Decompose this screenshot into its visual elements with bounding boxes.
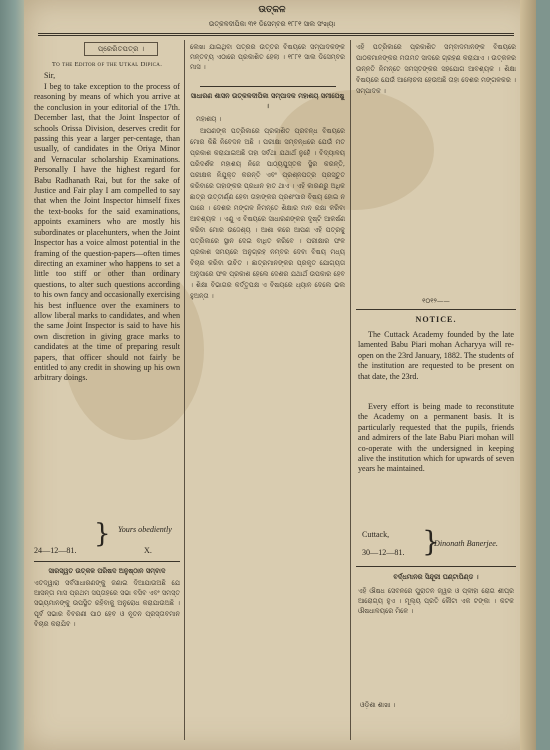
middle-body: ଆପଣଙ୍କ ପତ୍ରିକାରେ ପ୍ରକାଶିତ ପ୍ରବନ୍ଧ ବିଷୟରେ ମୋର କିଛି ନିବେଦନ ଅଛି । ପରୀକ୍ଷା ସମ୍ବନ୍ଧରେ ଯେଉଁ ମତ ପ୍ରକାଶ କରାଯାଇଅଛି ତାହା ସର୍ବଥା ଯଥାର୍ଥ ନୁହେଁ । ବିଦ୍ୟାଳୟ ପରିଦର୍ଶକ ମହାଶୟ ନିଜେ ପାଠ୍ୟପୁସ୍ତକ ସ୍ଥିର କରନ୍ତି, ପରୀକ୍ଷକ ନିଯୁକ୍ତ କରନ୍ତି ଏବଂ ପ୍ରଶ୍ନପତ୍ର ପ୍ରସ୍ତୁତ କରିବାରେ ତାହାଙ୍କର ପ୍ରଧାନ ହାତ ଥାଏ । ଏହି କାରଣରୁ ଅଧିକ ଛାତ୍ର ଉତ୍ତୀର୍ଣ୍ଣ ହେବା ତାହାଙ୍କର ପ୍ରଶଂସାର ବିଷୟ ହୋଇ ନ ପାରେ । ଦେଶର ମଙ୍ଗଳ ନିମନ୍ତେ ଶିକ୍ଷାର ମାନ ରକ୍ଷା କରିବା ଆବଶ୍ୟକ । ଏଣୁ ଏ ବିଷୟରେ ସାଧାରଣଙ୍କର ଦୃଷ୍ଟି ଆକର୍ଷଣ କରିବା ମୋର ଉଦ୍ଦେଶ୍ୟ । ଆଶା କରେ ଆପଣ ଏହି ପତ୍ରକୁ ପତ୍ରିକାରେ ସ୍ଥାନ ଦେଇ ବାଧିତ କରିବେ । ପରୀକ୍ଷାର ଫଳ ପ୍ରକାଶ ସମୟରେ ଅନୁଗ୍ରହ ନମ୍ବର ଦେବା ବିଷୟ ମଧ୍ୟ ବିଚାର କରିବା ଉଚିତ । ଛାତ୍ରମାନଙ୍କର ପ୍ରକୃତ ଯୋଗ୍ୟତା ଅନୁସାରେ ଫଳ ପ୍ରକାଶ ହେଲେ ଦେଶର ଯଥାର୍ଥ ଉପକାର ହେବ । ଶିକ୍ଷା ବିଭାଗର କର୍ତ୍ତୃପକ୍ଷ ଏ ବିଷୟରେ ଧ୍ୟାନ ଦେଲେ ଭଲ ହୁଅନ୍ତା । bbox=[190, 127, 345, 300]
newspaper-page bbox=[24, 0, 536, 750]
column-divider bbox=[350, 40, 351, 740]
middle-salutation: ମହାଶୟ । bbox=[196, 115, 222, 123]
left-lower-body: ଏତଦ୍ୱାରା ସର୍ବସାଧାରଣଙ୍କୁ ଜଣାଇ ଦିଆଯାଉଅଛି ଯେ ଆସନ୍ତା ମାସ ପ୍ରଥମ ସପ୍ତାହରେ ସଭା ବସିବ ଏବଂ ସମସ୍ତ ସଭ୍ୟମାନଙ୍କୁ ଉପସ୍ଥିତ ରହିବାକୁ ଅନୁରୋଧ କରାଯାଉଅଛି । ପୂର୍ବ ସଭାର ବିବରଣୀ ପାଠ ହେବ ଓ ନୂତନ ପ୍ରସ୍ତାବମାନ ବିଚାର କରାଯିବ । bbox=[34, 579, 180, 628]
notice-heading: NOTICE. bbox=[415, 315, 457, 324]
binding-spine bbox=[0, 0, 26, 750]
notice-body-2: Every effort is being made to reconstitute the Academy on a permanent basis. It is particularly requested that the pupils, friends and admirers of the late Babu Piari mohan will co-operate with the undersigned in keeping alive the institution which for upwards of seven years he maintained. bbox=[358, 402, 514, 474]
letter-signoff: Yours obediently bbox=[118, 525, 172, 534]
left-divider bbox=[34, 561, 180, 562]
letter-salutation: Sir, bbox=[44, 71, 56, 80]
ad-body: ଏହି ଔଷଧ ସେବନରେ ପୁରାତନ ଜ୍ୱର ଓ ପ୍ଳୀହା ରୋଗ ଶୀଘ୍ର ଆରୋଗ୍ୟ ହୁଏ । ମୂଲ୍ୟ ପ୍ରତି କୌଟା ଏକ ଟଙ୍କା । କଟକ ଔଷଧାଳୟରେ ମିଳେ । bbox=[358, 587, 514, 616]
right-divider bbox=[356, 566, 516, 567]
right-divider bbox=[356, 309, 516, 310]
middle-top-text: ଲେଖା ଯାଇଥିବା ପତ୍ରର ଉତ୍ତର ବିଷୟରେ ସମ୍ପାଦକଙ୍କ ମନ୍ତବ୍ୟ ଏଠାରେ ପ୍ରକାଶିତ ହେଲା । ୧୮୮୧ ସାଲ ଡିସେମ୍ବର ମାସ । bbox=[190, 43, 345, 72]
left-section-heading: ପ୍ରେରିତପତ୍ର । bbox=[84, 42, 158, 56]
notice-signature: Dinonath Banerjee. bbox=[434, 539, 498, 548]
signoff-brace: } bbox=[94, 519, 111, 549]
date-line: ଉତ୍କଳଦୀପିକା ୩୧ ଡିସେମ୍ବର ୧୮୮୧ ସାଲ ସଂଖ୍ୟା bbox=[208, 20, 336, 28]
middle-divider bbox=[200, 86, 336, 87]
notice-brace: } bbox=[422, 525, 440, 558]
letter-to-line: To the Editor of the Utkal Dipica. bbox=[51, 61, 163, 68]
masthead-word: ଉତ୍କଳ bbox=[258, 5, 286, 15]
notice-place: Cuttack, bbox=[362, 530, 390, 539]
header-rule bbox=[38, 35, 514, 36]
left-lower-heading: ସାରସ୍ୱତ ଉତ୍କଳ ପରିଷଦ ଅନୁଷ୍ଠାନ ସମ୍ବାଦ bbox=[48, 567, 166, 575]
notice-date: 30—12—81. bbox=[362, 548, 405, 557]
ad-heading: ବର୍ଦ୍ଧମାନର ସିନ୍ଦୂରୀ ଘଣ୍ଟାପିଣ୍ଡ । bbox=[393, 573, 479, 581]
middle-heading: ସାଧାରଣ ଶାସନ ଉତ୍କଳଦୀପିକା ସମ୍ପାଦକ ମହାଶୟ ସମୀପେଷୁ । bbox=[190, 92, 345, 111]
header-rule bbox=[38, 33, 514, 34]
letter-date: 24—12—81. bbox=[34, 546, 77, 555]
right-divider-mark: ୧୦୧୨—— bbox=[422, 297, 450, 305]
column-divider bbox=[184, 40, 185, 740]
letter-body: I beg to take exception to the process of reasoning by means of which you arrive at the conclusion in your editorial of the 17th. December last, that the Joint Inspector of schools Orissa Division, deserves credit for passing this year a larger per-centage, than usually, of candidates in the Oriya Minor and Vernacular scholarship Examinations. Personally I have the highest regard for Babu Radhanath Rai, but for the sake of Justice and Fair play I am compelled to say that when the Joint Inspector himself fixes the text-books for the said examinations, appoints examiners who are mostly his subordinates or placehunters, when the Joint Inspector has a voice almost potential in the framing of the question-papers—often times directing an examiner who happens to set a little too stiff or other than ordinary questions, to alter such questions according to his own fancy and occasionally exercising his best influence over the examiners to allow liberal marks to candidates, and when the same Joint Inspector is said to have his own discretion in giving grace marks to candidates at the time of preparing result papers, that officer should not fairly be entitled to any credit in showing up his own arbitrary doings. bbox=[34, 82, 180, 383]
right-top-text: ଏହି ପତ୍ରିକାରେ ପ୍ରକାଶିତ ସମ୍ବାଦମାନଙ୍କ ବିଷୟରେ ପାଠକମାନଙ୍କର ମତାମତ ସାଦରେ ଗ୍ରହଣ କରାଯାଏ । ଉତ୍କଳର ଉନ୍ନତି ନିମନ୍ତେ ସମସ୍ତଙ୍କର ସହଯୋଗ ଆବଶ୍ୟକ । ଶିକ୍ଷା ବିଷୟରେ ଯେଉଁ ଆଲୋଚନା ହେଉଅଛି ତାହା ଦେଶର ମଙ୍ଗଳକର । ସମ୍ପାଦକ । bbox=[356, 43, 516, 95]
letter-signature: X. bbox=[144, 546, 152, 555]
ad-footer: ଓଡ଼ିଶା ଶାଖା । bbox=[360, 701, 396, 709]
page-edge bbox=[520, 0, 536, 750]
notice-body-1: The Cuttack Academy founded by the late lamented Babu Piari mohan Acharyya will re-open on the 23rd January, 1882. The students of the institution are requested to be present on that date, the 23rd. bbox=[358, 330, 514, 381]
